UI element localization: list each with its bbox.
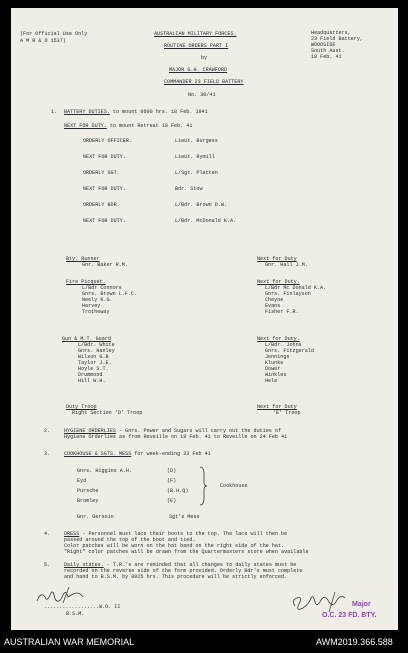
runner-next-title: Next for Duty xyxy=(257,256,297,262)
guard-next-member: Jennings xyxy=(265,354,290,360)
guard-member: Hoyle S.T. xyxy=(78,366,109,372)
runner-name: Gnr. Baker R.M. xyxy=(82,262,128,268)
next-for-duty-line xyxy=(64,123,192,129)
section-4-line-3: Color patches will be worn on the hat band on the right side of the hat. xyxy=(64,543,285,549)
bsm-title: B.S.M. xyxy=(66,611,85,617)
picquet-member: Neely K.G. xyxy=(82,297,113,303)
archive-footer xyxy=(0,630,408,653)
major-name: MAJOR G.H. CRAWFORD xyxy=(169,67,228,73)
commander-title: COMMANDER 23 FIELD BATTERY xyxy=(164,79,244,85)
section-2-number: 2. xyxy=(44,428,51,434)
mess-name: Gnr. Gersoin xyxy=(77,514,114,520)
cookhouse-label: Cookhouse xyxy=(220,483,248,489)
hygiene-text: - Gnrs. Power and Sugars will carry out the duties of xyxy=(115,428,282,434)
bsm-rank: ..................W.O. II xyxy=(44,604,121,610)
battery-duties-title: BATTERY DUTIES. xyxy=(64,109,110,115)
duty-name: L/Bdr. Brown D.W. xyxy=(175,202,227,208)
document-page xyxy=(11,8,398,630)
official-use-line-1: (For Official Use Only xyxy=(20,31,88,37)
guard-member: Wilson G.B xyxy=(78,354,109,360)
cook-code: (F) xyxy=(167,478,177,484)
duty-role: ORDERLY OFFICER. xyxy=(83,138,132,144)
guard-next-member: Gnrs. Fitzgerald xyxy=(265,348,314,354)
picquet-next-member: Gnrs. Finlayson xyxy=(265,291,311,297)
guard-next-member: Dower xyxy=(265,366,281,372)
duty-name: L/Bdr. McDonald K.A. xyxy=(175,218,237,224)
section-1-number: 1. xyxy=(51,109,58,115)
cook-code: (B.H.Q) xyxy=(167,488,189,494)
duty-name: Lieut. Burgess xyxy=(175,138,218,144)
next-for-duty-title: NEXT FOR DUTY. xyxy=(64,123,107,129)
cook-name: Pursche xyxy=(77,488,99,494)
footer-id: AWM2019.366.588 xyxy=(316,637,393,647)
cookhouse-brace xyxy=(198,466,208,506)
daily-states-text: - T.R.'s are reminded that all changes to daily states must be xyxy=(103,562,297,568)
section-4-number: 4. xyxy=(44,531,51,537)
runner-next-name: Gnr. Hall J.M. xyxy=(265,262,308,268)
mess-label: Sgt's Mess xyxy=(169,514,200,520)
battery-duties-mount: to mount 0600 hrs. 18 Feb. 1941 xyxy=(109,109,208,115)
duty-role: ORDERLY SGT. xyxy=(83,170,120,176)
section-3-number: 3. xyxy=(44,451,51,457)
duty-role: NEXT FOR DUTY. xyxy=(83,186,126,192)
duty-role: ORDERLY BDR. xyxy=(83,202,120,208)
duty-troop-name: Right Section 'D' Troop xyxy=(72,410,143,416)
picquet-member: Trotheway xyxy=(82,309,110,315)
stamp-oc-battery: O.C. 23 FD. BTY. xyxy=(322,612,377,619)
duty-name: L/Sgt. Platten xyxy=(175,170,218,176)
picquet-next-member: Fisher F.R. xyxy=(265,309,299,315)
cookhouse-text: for week-ending 23 Feb 41 xyxy=(131,451,211,457)
fire-picquet-title: Fire Picquet. xyxy=(66,279,106,285)
section-5-number: 5. xyxy=(44,562,51,568)
hq-line-4: South Aust. xyxy=(311,48,345,54)
guard-member: L/Bdr. White xyxy=(78,342,115,348)
dress-text: - Personnel must lace their boots to the top. The lace will then be xyxy=(79,531,288,537)
orders-heading: ROUTINE ORDERS PART I xyxy=(164,43,229,49)
guard-next-member: Winkles xyxy=(265,372,287,378)
duty-name: Lieut. Rymill xyxy=(175,154,215,160)
cookhouse-title: COOKHOUSE & SGTS. MESS xyxy=(64,451,132,457)
picquet-member: Gnrs. Brown L.F.C. xyxy=(82,291,138,297)
picquet-next-title: Next for Duty. xyxy=(257,279,300,285)
duty-troop-title: Duty Troop xyxy=(66,404,97,410)
guard-next-member: Klunke xyxy=(265,360,284,366)
section-2-line-2: Hygiene Orderlies as from Reveille on 18 Feb. 41 to Reveille on 24 Feb 41 xyxy=(64,434,288,440)
troop-next-name: 'E' Troop xyxy=(273,410,301,416)
section-1-line xyxy=(64,109,208,115)
picquet-next-member: Cheyne xyxy=(265,297,284,303)
section-4-line-2: passed around the top of the boot and tied. xyxy=(64,537,196,543)
forces-heading: AUSTRALIAN MILITARY FORCES. xyxy=(154,31,237,37)
by-text: by xyxy=(201,55,208,61)
hq-line-3: WOODSIDE xyxy=(311,42,336,48)
section-5-line-3: and hand to B.S.M. by 0825 hrs. This procedure will be strictly enforced. xyxy=(64,574,288,580)
picquet-next-member: Evans xyxy=(265,303,281,309)
guard-member: Gnrs. Hanley xyxy=(78,348,115,354)
duty-role: NEXT FOR DUTY. xyxy=(83,154,126,160)
guard-next-member: L/Bdr. Johns xyxy=(265,342,302,348)
cook-name: Bromley xyxy=(77,498,99,504)
official-use-line-2: A M R & O 1537) xyxy=(20,38,66,44)
guard-next-title: Next for Duty. xyxy=(257,336,300,342)
picquet-member: Harvey xyxy=(82,303,101,309)
troop-next-title: Next for Duty xyxy=(257,404,297,410)
hygiene-title: HYGIENE ORDERLIES xyxy=(64,428,116,434)
dress-title: DRESS xyxy=(64,531,80,537)
stamp-major: Major xyxy=(352,601,371,608)
duty-name: Bdr. Stow xyxy=(175,186,203,192)
guard-member: Hill W.H. xyxy=(78,378,106,384)
cook-name: Eyd xyxy=(77,478,87,484)
section-4-line-4: "Right" color patches will be drawn from the Quartermasters store when available xyxy=(64,549,309,555)
picquet-next-member: L/Bdr Mc Donald K.A. xyxy=(265,285,327,291)
runner-title: Bty. Runner xyxy=(66,256,100,262)
section-5-line-2: recorded on the reverse side of the form provided. Orderly Bdr's must complete xyxy=(64,568,303,574)
daily-states-title: Daily states. xyxy=(64,562,104,568)
footer-credit: AUSTRALIAN WAR MEMORIAL xyxy=(4,637,135,647)
order-number: No. 30/41 xyxy=(188,92,216,98)
hq-line-1: Headquarters, xyxy=(311,30,351,36)
cook-code: (E) xyxy=(167,498,177,504)
guard-title: Gun & M.T. Guard xyxy=(62,336,111,342)
picquet-member: L/Bdr Connors xyxy=(82,285,122,291)
cook-name: Gnrs. Higgins A.H. xyxy=(77,468,133,474)
hq-line-5: 18 Feb. 41 xyxy=(311,54,342,60)
section-3-line xyxy=(64,451,211,457)
next-for-duty-text: to mount Retreat 18 Feb. 41 xyxy=(106,123,193,129)
hq-line-2: 23 Field Battery, xyxy=(311,36,363,42)
duty-role: NEXT FOR DUTY. xyxy=(83,218,126,224)
guard-next-member: Hele xyxy=(265,378,278,384)
guard-member: Drummond xyxy=(78,372,103,378)
guard-member: Taylor J.E. xyxy=(78,360,112,366)
cook-code: (D) xyxy=(167,468,177,474)
